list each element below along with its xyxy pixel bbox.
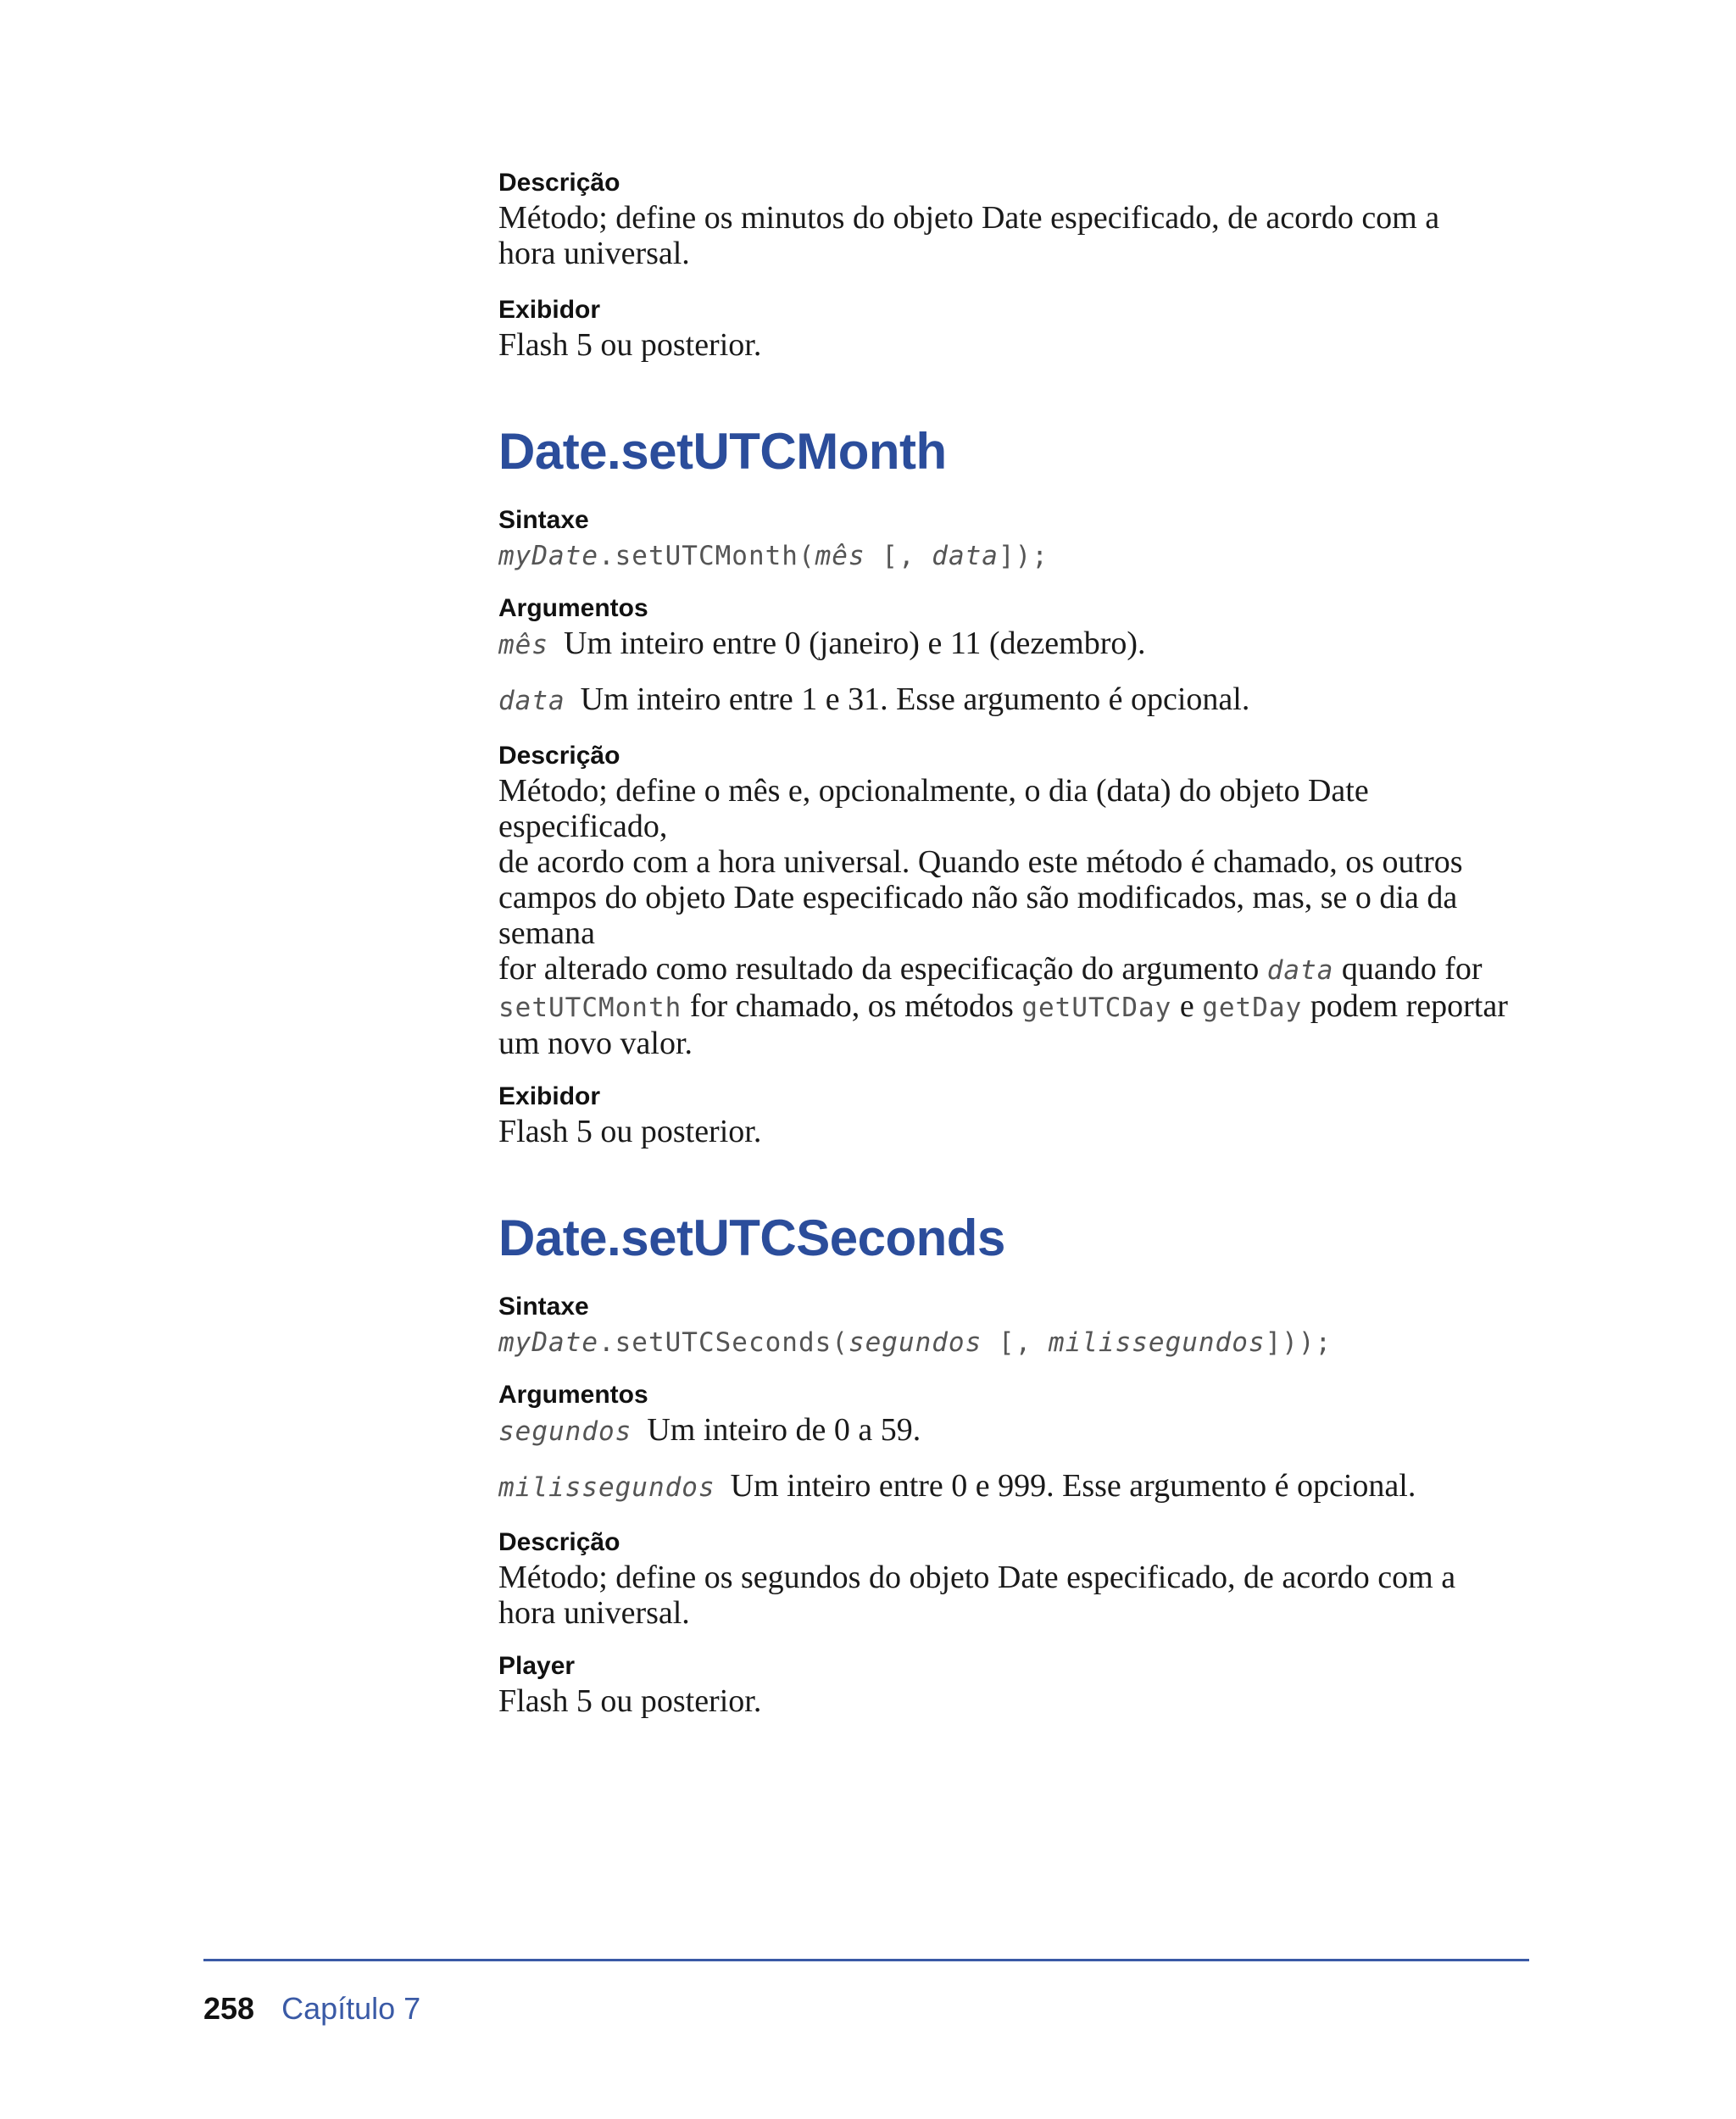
chapter-label: Capítulo 7 [281,1991,421,2026]
syntax-close: ])); [1265,1327,1333,1358]
player-label: Exibidor [498,1082,601,1110]
inline-code: getUTCDay [1021,993,1172,1023]
player-label: Exibidor [498,296,601,324]
syntax-object: myDate [498,541,598,571]
argument-text: Um inteiro entre 0 e 999. Esse argumento é opcional. [730,1468,1416,1504]
inline-code: setUTCMonth [498,993,682,1023]
argument-row [498,626,1533,663]
player-text: Flash 5 ou posterior. [498,327,762,363]
argument-text: Um inteiro entre 0 (janeiro) e 11 (dezembro). [564,626,1146,661]
text-span: e [1171,988,1203,1024]
argument-row [498,1468,1533,1505]
description-line: campos do objeto Date especificado não são modificados, mas, se o dia da semana [498,880,1458,951]
text-span: podem reportar [1302,988,1508,1024]
inline-code: data [1266,955,1334,986]
page-content [498,166,1533,1719]
description-line: hora universal. [498,236,690,271]
syntax-method: .setUTCMonth( [598,541,815,571]
text-span: for alterado como resultado da especificação do argumento [498,951,1267,987]
syntax-code [498,537,1533,573]
syntax-arg: mês [815,541,865,571]
syntax-arg: milissegundos [1048,1327,1266,1358]
inline-code: getDay [1202,993,1303,1023]
text-span: for chamado, os métodos [682,988,1022,1024]
argument-name: segundos [498,1416,632,1447]
arguments-label: Argumentos [498,1381,648,1409]
syntax-object: myDate [498,1327,598,1358]
syntax-arg: segundos [848,1327,982,1358]
argument-text: Um inteiro de 0 a 59. [647,1412,921,1448]
footer-rule [203,1959,1529,1961]
description-line: Método; define os minutos do objeto Date especificado, de acordo com a [498,200,1440,236]
description-line: hora universal. [498,1595,690,1631]
desc-label: Descrição [498,742,620,770]
argument-name: mês [498,630,548,660]
description-line: um novo valor. [498,1026,693,1061]
entry-title-setutcseconds: Date.setUTCSeconds [498,1210,1005,1266]
arguments-label: Argumentos [498,594,648,622]
argument-name: data [498,686,565,716]
player-text: Flash 5 ou posterior. [498,1683,762,1719]
description-line [498,988,1533,1026]
syntax-arg: data [932,541,999,571]
description-text [498,773,1533,1061]
player-label: Player [498,1652,576,1680]
syntax-label: Sintaxe [498,1293,589,1321]
argument-row [498,1412,1533,1449]
syntax-code [498,1324,1533,1360]
argument-text: Um inteiro entre 1 e 31. Esse argumento é opcional. [580,681,1250,717]
syntax-close: ]); [998,541,1049,571]
syntax-label: Sintaxe [498,506,589,534]
entry-title-setutcmonth: Date.setUTCMonth [498,423,947,480]
page-number: 258 [203,1991,255,2026]
description-text [498,200,1533,271]
description-line: Método; define os segundos do objeto Date especificado, de acordo com a [498,1560,1456,1595]
desc-label: Descrição [498,169,620,197]
text-span: quando for [1333,951,1483,987]
desc-label: Descrição [498,1528,620,1556]
argument-row [498,681,1533,719]
syntax-bracket: [, [865,541,932,571]
description-line: Método; define o mês e, opcionalmente, o dia (data) do objeto Date especificado, [498,773,1369,844]
description-line [498,951,1533,988]
description-text [498,1560,1533,1631]
syntax-method: .setUTCSeconds( [598,1327,849,1358]
page-footer [203,1990,420,2027]
player-text: Flash 5 ou posterior. [498,1114,762,1149]
syntax-bracket: [, [982,1327,1049,1358]
description-line: de acordo com a hora universal. Quando este método é chamado, os outros [498,844,1463,880]
argument-name: milissegundos [498,1472,715,1503]
